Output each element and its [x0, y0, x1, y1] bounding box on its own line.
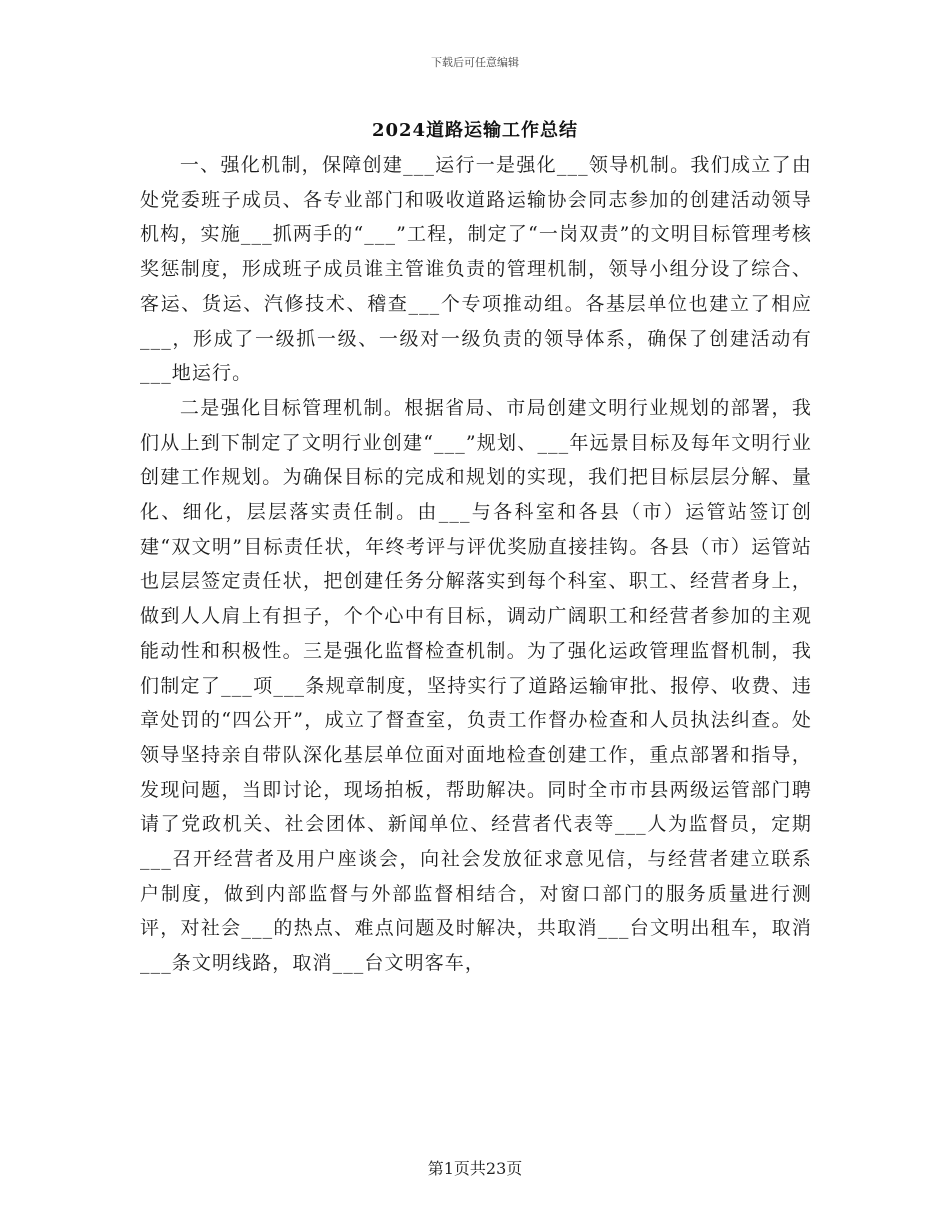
paragraph: 二是强化目标管理机制。根据省局、市局创建文明行业规划的部署，我们从上到下制定了文明行业创建“___”规划、___年远景目标及每年文明行业创建工作规划。为确保目标的完成和规划的实现，我们把目标层层分解、量化、细化，层层落实责任制。由___与各科室和各县（市）运管站签订创建“双文明”目标责任状，年终考评与评优奖励直接挂钩。各县（市）运管站也层层签定责任状，把创建任务分解落实到每个科室、职工、经营者身上，做到人人肩上有担子，个个心中有目标，调动广阔职工和经营者参加的主观能动性和积极性。三是强化监督检查机制。为了强化运政管理监督机制，我们制定了___项___条规章制度，坚持实行了道路运输审批、报停、收费、违章处罚的“四公开”，成立了督查室，负责工作督办检查和人员执法纠查。处领导坚持亲自带队深化基层单位面对面地检查创建工作，重点部署和指导，发现问题，当即讨论，现场拍板，帮助解决。同时全市市县两级运管部门聘请了党政机关、社会团体、新闻单位、经营者代表等___人为监督员，定期___召开经营者及用户座谈会，向社会发放征求意见信，与经营者建立联系户制度，做到内部监督与外部监督相结合，对窗口部门的服务质量进行测评，对社会___的热点、难点问题及时解决，共取消___台文明出租车，取消___条文明线路，取消___台文明客车，	[140, 396, 812, 975]
header-note: 下载后可任意编辑	[431, 56, 519, 69]
paragraph: 一、强化机制，保障创建___运行一是强化___领导机制。我们成立了由处党委班子成员、各专业部门和吸收道路运输协会同志参加的创建活动领导机构，实施___抓两手的“___”工程，制定了“一岗双责”的文明目标管理考核奖惩制度，形成班子成员谁主管谁负责的管理机制，领导小组分设了综合、客运、货运、汽修技术、稽查___个专项推动组。各基层单位也建立了相应___，形成了一级抓一级、一级对一级负责的领导体系，确保了创建活动有___地运行。	[140, 154, 812, 385]
page-number: 第1页共23页	[427, 1159, 523, 1178]
document-title: 2024道路运输工作总结	[371, 120, 579, 141]
document-body	[140, 148, 812, 981]
